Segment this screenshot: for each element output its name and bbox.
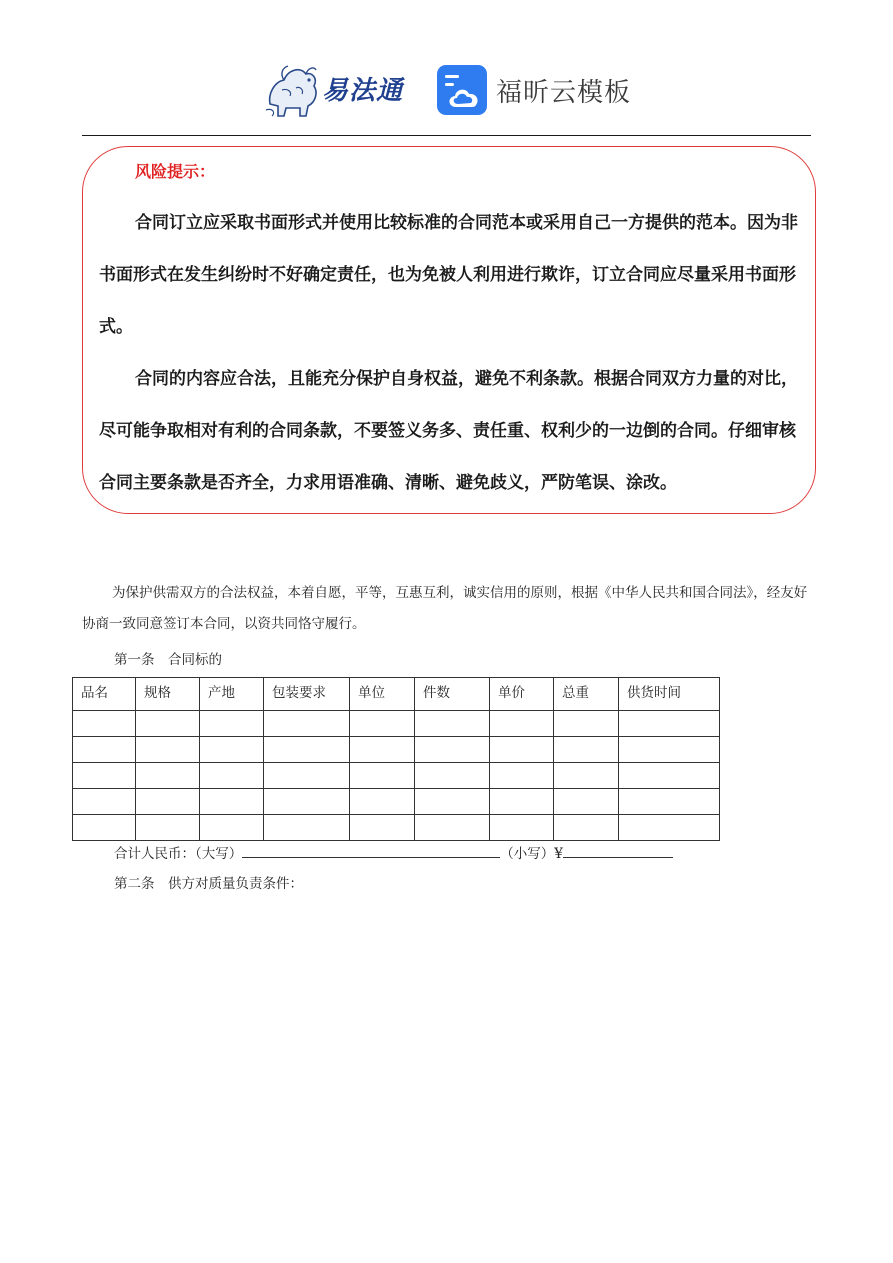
table-row bbox=[73, 815, 720, 841]
header-divider bbox=[82, 135, 811, 136]
total-label: 合计人民币：（大写） bbox=[114, 846, 243, 862]
table-row bbox=[73, 711, 720, 737]
foxit-template-brand: 福昕云模板 bbox=[496, 78, 632, 108]
cloud-template-icon bbox=[436, 64, 488, 116]
article-1-title: 第一条 合同标的 bbox=[114, 652, 222, 668]
col-total-weight: 总重 bbox=[554, 678, 619, 711]
table-row bbox=[73, 763, 720, 789]
goods-table bbox=[72, 677, 720, 841]
table-row bbox=[73, 737, 720, 763]
col-origin: 产地 bbox=[200, 678, 264, 711]
total-lowercase-blank[interactable] bbox=[563, 843, 673, 858]
risk-warning-box bbox=[82, 146, 816, 514]
risk-paragraph-2: 合同的内容应合法，且能充分保护自身权益，避免不利条款。根据合同双方力量的对比，尽可能争取相对有利的合同条款，不要签义务多、责任重、权利少的一边倒的合同。仔细审核合同主要条款是否齐全，力求用语准确、清晰、避免歧义，严防笔误、涂改。 bbox=[99, 369, 798, 493]
col-delivery-time: 供货时间 bbox=[619, 678, 720, 711]
risk-paragraph-1: 合同订立应采取书面形式并使用比较标准的合同范本或采用自己一方提供的范本。因为非书面形式在发生纠纷时不好确定责任，也为免被人利用进行欺诈，订立合同应尽量采用书面形式。 bbox=[99, 213, 798, 337]
col-quantity: 件数 bbox=[415, 678, 490, 711]
contract-intro: 为保护供需双方的合法权益，本着自愿，平等，互惠互利，诚实信用的原则，根据《中华人民共和国合同法》，经友好协商一致同意签订本合同，以资共同恪守履行。 bbox=[82, 585, 808, 632]
table-header-row bbox=[73, 678, 720, 711]
table-row bbox=[73, 789, 720, 815]
col-unit-price: 单价 bbox=[490, 678, 554, 711]
page-header bbox=[0, 58, 893, 124]
col-product-name: 品名 bbox=[73, 678, 136, 711]
total-uppercase-blank[interactable] bbox=[242, 843, 500, 858]
total-small-label: （小写）¥ bbox=[500, 846, 563, 862]
yifatong-brand: 易法通 bbox=[322, 76, 404, 106]
col-spec: 规格 bbox=[136, 678, 200, 711]
article-2-title: 第二条 供方对质量负责条件： bbox=[114, 876, 303, 892]
total-amount-line bbox=[114, 842, 844, 862]
risk-title: 风险提示： bbox=[135, 162, 216, 181]
col-unit: 单位 bbox=[350, 678, 415, 711]
col-packaging: 包装要求 bbox=[264, 678, 350, 711]
